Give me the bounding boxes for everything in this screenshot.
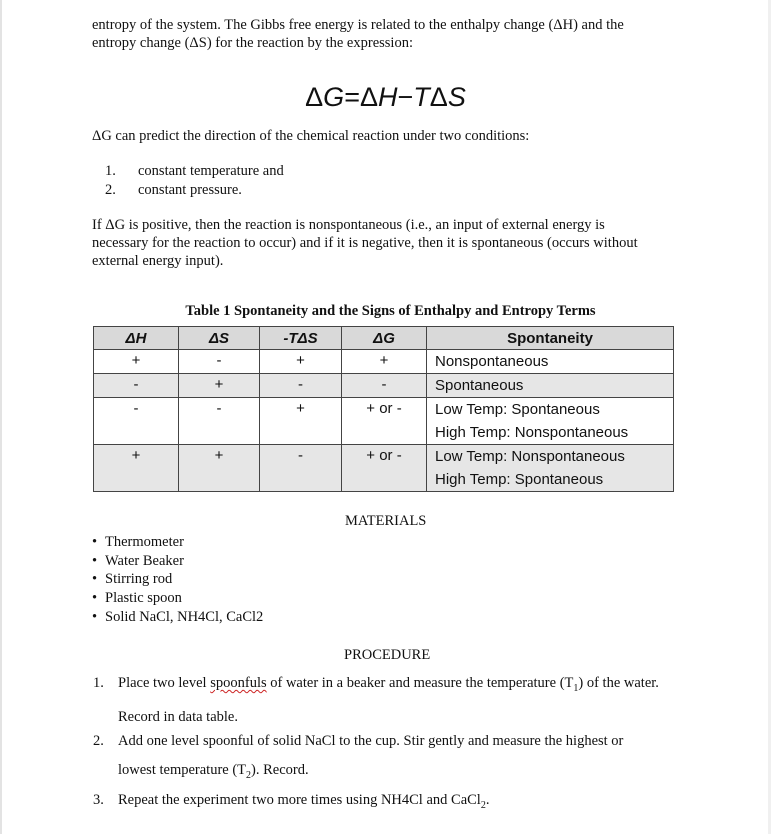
cell-dh: + bbox=[94, 350, 179, 374]
cell-tds: + bbox=[260, 350, 342, 374]
spontaneity-low-temp: Low Temp: Spontaneous bbox=[435, 401, 600, 418]
gibbs-equation bbox=[0, 82, 771, 113]
bullet-icon: • bbox=[92, 552, 98, 569]
table-row bbox=[94, 374, 674, 398]
header-minus-t-delta-s: -TΔS bbox=[260, 327, 342, 350]
list-text: constant pressure. bbox=[138, 182, 242, 198]
table-row bbox=[94, 350, 674, 374]
cell-tds: - bbox=[260, 445, 342, 492]
step-number: 1. bbox=[93, 675, 104, 691]
material-text: Water Beaker bbox=[105, 552, 184, 569]
eq-t-delta-s: TΔS bbox=[413, 82, 466, 112]
procedure-step bbox=[93, 733, 663, 790]
table-header-row bbox=[94, 327, 674, 350]
spontaneity-line-3: external energy input). bbox=[92, 253, 224, 269]
list-item bbox=[92, 608, 263, 627]
procedure-step bbox=[93, 675, 663, 732]
cell-spontaneity: Spontaneous bbox=[427, 374, 674, 398]
cell-ds: - bbox=[179, 398, 260, 445]
list-item bbox=[92, 533, 263, 552]
cell-dh: - bbox=[94, 374, 179, 398]
list-item bbox=[92, 570, 263, 589]
spontaneity-table bbox=[93, 326, 674, 492]
intro-line-2: entropy change (ΔS) for the reaction by the expression: bbox=[92, 35, 413, 51]
cell-tds: - bbox=[260, 374, 342, 398]
list-number: 2. bbox=[105, 182, 116, 198]
header-delta-g: ΔG bbox=[342, 327, 427, 350]
procedure-step bbox=[93, 792, 663, 820]
spontaneity-low-temp: Low Temp: Nonspontaneous bbox=[435, 448, 625, 465]
cell-tds: + bbox=[260, 398, 342, 445]
cell-spontaneity: Nonspontaneous bbox=[427, 350, 674, 374]
header-delta-h: ΔH bbox=[94, 327, 179, 350]
eq-delta-h: ΔH bbox=[359, 82, 398, 112]
step-text: Add one level spoonful of solid NaCl to the cup. Stir gently and measure the highest or lowest temperature $(T_2)$. Record. bbox=[118, 732, 624, 781]
spontaneity-line-1: If ΔG is positive, then the reaction is nonspontaneous (i.e., an input of external energy is bbox=[92, 217, 605, 233]
cell-dg: + bbox=[342, 350, 427, 374]
cell-ds: + bbox=[179, 374, 260, 398]
eq-delta-g: ΔG bbox=[305, 82, 345, 112]
header-delta-s: ΔS bbox=[179, 327, 260, 350]
table-caption: Table 1 Spontaneity and the Signs of Enthalpy and Entropy Terms bbox=[185, 303, 596, 319]
step-text: Repeat the experiment two more times using NH4Cl and CaCl$_2$. bbox=[118, 791, 490, 811]
list-item bbox=[105, 181, 284, 200]
cell-spontaneity bbox=[427, 445, 674, 492]
cell-dh: - bbox=[94, 398, 179, 445]
bullet-icon: • bbox=[92, 590, 98, 607]
header-spontaneity: Spontaneity bbox=[427, 327, 674, 350]
materials-heading: MATERIALS bbox=[345, 513, 427, 529]
bullet-icon: • bbox=[92, 608, 98, 625]
cell-dg: + or - bbox=[342, 445, 427, 492]
list-item bbox=[92, 589, 263, 608]
intro-line-1: entropy of the system. The Gibbs free energy is related to the enthalpy change (ΔH) and the bbox=[92, 17, 624, 33]
list-item bbox=[92, 552, 263, 571]
cell-ds: - bbox=[179, 350, 260, 374]
material-text: Stirring rod bbox=[105, 571, 173, 588]
procedure-steps bbox=[93, 675, 663, 820]
bullet-icon: • bbox=[92, 571, 98, 588]
cell-dg: - bbox=[342, 374, 427, 398]
material-text: Plastic spoon bbox=[105, 590, 182, 607]
spontaneity-high-temp: High Temp: Spontaneous bbox=[435, 471, 604, 488]
conditions-intro: ΔG can predict the direction of the chemical reaction under two conditions: bbox=[92, 128, 530, 144]
spontaneity-line-2: necessary for the reaction to occur) and if it is negative, then it is spontaneous (occurs without bbox=[92, 235, 638, 251]
cell-dh: + bbox=[94, 445, 179, 492]
step-text: Place two level spoonfuls of water in a beaker and measure the temperature $(T_1)$ of the water. Record in data table. bbox=[118, 675, 659, 725]
material-text: Thermometer bbox=[105, 534, 184, 550]
cell-dg: + or - bbox=[342, 398, 427, 445]
step-number: 2. bbox=[93, 732, 104, 749]
eq-minus: − bbox=[397, 82, 414, 112]
spontaneity-high-temp: High Temp: Nonspontaneous bbox=[435, 424, 629, 441]
cell-spontaneity bbox=[427, 398, 674, 445]
spelling-flag: spoonfuls bbox=[210, 675, 267, 691]
bullet-icon: • bbox=[92, 534, 98, 550]
material-text: Solid NaCl, NH4Cl, CaCl2 bbox=[105, 608, 264, 625]
page-left-edge bbox=[0, 0, 2, 834]
list-item bbox=[105, 162, 284, 181]
list-number: 1. bbox=[105, 163, 116, 179]
step-number: 3. bbox=[93, 791, 104, 808]
materials-list bbox=[92, 533, 263, 627]
procedure-heading: PROCEDURE bbox=[344, 647, 431, 663]
eq-equals: = bbox=[344, 82, 360, 112]
cell-ds: + bbox=[179, 445, 260, 492]
list-text: constant temperature and bbox=[138, 163, 284, 179]
table-row bbox=[94, 445, 674, 492]
conditions-list bbox=[105, 162, 284, 200]
table-row bbox=[94, 398, 674, 445]
